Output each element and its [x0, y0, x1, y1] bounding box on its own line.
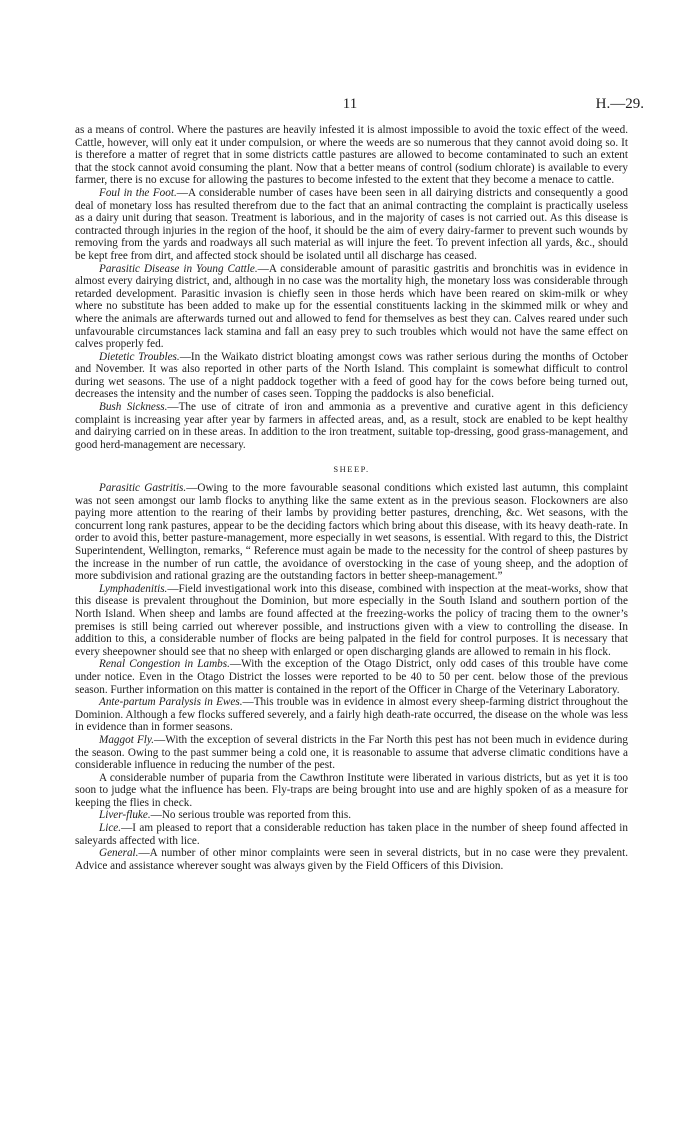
- lice-text: —I am pleased to report that a considerable reduction has taken place in the number of sheep found affected in saleyards affected with lice.: [75, 822, 628, 847]
- renal-congestion-text: —With the exception of the Otago District, only odd cases of this trouble have come under notice. Even in the Otago District the losses were reported to be 40 to 50 per cent. below those of the previous season. Further information on this matter is contained in the report of the Officer in Charge of the Veterinary Laboratory.: [75, 658, 628, 696]
- renal-congestion-paragraph: [75, 658, 628, 696]
- report-body: [75, 124, 628, 872]
- liver-fluke-text: —No serious trouble was reported from this.: [150, 809, 352, 822]
- bush-sickness-heading: Bush Sickness.: [99, 401, 168, 414]
- parasitic-young-cattle-heading: Parasitic Disease in Young Cattle.: [99, 262, 258, 275]
- parasitic-young-cattle-paragraph: [75, 263, 628, 351]
- page-header: [0, 96, 700, 116]
- page-reference: H.—29.: [595, 96, 644, 112]
- sheep-section-heading: SHEEP.: [333, 464, 370, 475]
- puparia-paragraph: A considerable number of puparia from the Cawthron Institute were liberated in various districts, but as yet it is too soon to judge what the influence has been. Fly-traps are being brought into use and are highly spoken of as a measure for keeping the flies in check.: [75, 771, 628, 809]
- general-text: —A number of other minor complaints were seen in several districts, but in no case were they prevalent. Advice and assistance wherever sought was always given by the Field Officers of this Division.: [75, 847, 628, 872]
- dietetic-troubles-text: —In the Waikato district bloating amongst cows was rather serious during the months of October and November. It was also reported in other parts of the North Island. This complaint is somewhat difficult to control during wet seasons. The use of a night paddock together with a feed of good hay for the cows before being turned out, decreases the intensity and the number of cases seen. Topping the paddocks is also beneficial.: [75, 350, 628, 401]
- general-heading: General.: [99, 847, 139, 860]
- bush-sickness-text: —The use of citrate of iron and ammonia as a preventive and curative agent in this deficiency complaint is increasing year after year by farmers in affected areas, and, as a result, stock are enabled to be kept healthy and dairying carried on in these areas. In addition to the iron treatment, suitable top-dressing, good grass-management, and good herd-management are necessary.: [75, 401, 628, 451]
- dietetic-troubles-heading: Dietetic Troubles.: [99, 350, 180, 363]
- parasitic-gastritis-heading: Parasitic Gastritis.: [99, 482, 187, 495]
- maggot-fly-paragraph: [75, 734, 628, 772]
- parasitic-gastritis-text: —Owing to the more favourable seasonal conditions which existed last autumn, this complaint was not seen amongst our lamb flocks to anything like the same extent as in the previous season. Flockowners are also paying more attention to the rearing of their lambs by providing better pastures, drenching, &c. Wet seasons, with the concurrent long rank pastures, appear to be the deciding factors which bring about this disease, with its heavy death-rate. In order to avoid this, better pasture-management, more especially in wet seasons, is essential. With regard to this, the District Superintendent, Wellington, remarks, “ Reference must again be made to the necessity for the control of sheep pastures by the increase in the number of run cattle, the avoidance of overstocking in the case of young sheep, and the adoption of more subdivision and rational grazing are the outstanding factors in better sheep-management.”: [75, 482, 628, 583]
- ante-partum-paralysis-paragraph: [75, 696, 628, 734]
- foul-in-foot-paragraph: [75, 187, 628, 263]
- lice-heading: Lice.: [99, 822, 122, 835]
- general-paragraph: [75, 847, 628, 872]
- cattle-intro-paragraph: as a means of control. Where the pastures are heavily infested it is almost impossible to avoid the toxic effect of the weed. Cattle, however, will only eat it under compulsion, or where the weeds are so numerous that they cannot avoid doing so. It is therefore a matter of regret that in some districts cattle pastures are allowed to become contaminated to such an extent that the stock cannot avoid consuming the plant. Now that a better means of control (sodium chlorate) is available to every farmer, there is no excuse for allowing the pastures to become infested to the extent that they become a menace to cattle.: [75, 124, 628, 187]
- maggot-fly-heading: Maggot Fly.: [99, 733, 155, 746]
- parasitic-young-cattle-text: —A considerable amount of parasitic gastritis and bronchitis was in evidence in almost every dairying district, and, although in no case was the mortality high, the monetary loss was considerable through retarded development. Parasitic invasion is chiefly seen in those herds which have been reared on skim-milk or whey where no substitute has been added to make up for the essential constituents lacking in the skimmed milk or whey and where the animals are afterwards turned out and allowed to fend for themselves as best they can. Calves reared under such unfavourable circumstances lack stamina and fall an easy prey to such troubles which would not have the same effect on calves properly fed.: [75, 262, 628, 351]
- lymphadenitis-heading: Lymphadenitis.: [99, 582, 168, 595]
- page-number: 11: [342, 96, 358, 112]
- lice-paragraph: [75, 822, 628, 847]
- parasitic-gastritis-paragraph: [75, 482, 628, 583]
- ante-partum-paralysis-text: —This trouble was in evidence in almost every sheep-farming district throughout the Dominion. Although a few flocks suffered severely, and a fairly high death-rate occurred, the disease on the whole was less in evidence than in former seasons.: [75, 696, 628, 734]
- liver-fluke-heading: Liver-fluke.: [99, 809, 151, 822]
- foul-in-foot-heading: Foul in the Foot.: [99, 186, 177, 199]
- liver-fluke-paragraph: [75, 809, 628, 822]
- dietetic-troubles-paragraph: [75, 351, 628, 401]
- ante-partum-paralysis-heading: Ante-partum Paralysis in Ewes.: [99, 696, 243, 709]
- renal-congestion-heading: Renal Congestion in Lambs.: [99, 658, 230, 671]
- lymphadenitis-text: —Field investigational work into this disease, combined with inspection at the meat-works, show that this disease is prevalent throughout the Dominion, but more especially in the South Island and southern portion of the North Island. When sheep and lambs are found affected at the freezing-works the policy of tracing them to the owner’s premises is still being carried out wherever possible, and instructions given with a view to controlling the disease. In addition to this, a considerable number of flocks are being palpated in the field for control purposes. It is necessary that every sheepowner should see that no sheep with enlarged or open discharging glands are allowed to remain in his flock.: [75, 582, 628, 658]
- maggot-fly-text: —With the exception of several districts in the Far North this pest has not been much in evidence during the season. Owing to the past summer being a cold one, it is reasonable to assume that adverse climatic conditions have a considerable influence in reducing the number of the pest.: [75, 733, 628, 772]
- lymphadenitis-paragraph: [75, 583, 628, 659]
- bush-sickness-paragraph: [75, 401, 628, 451]
- foul-in-foot-text: —A considerable number of cases have been seen in all dairying districts and consequently a good deal of monetary loss has resulted therefrom due to the fact that an animal contracting the complaint is practically useless as a dairy unit during that season. Treatment is laborious, and in the majority of cases is not carried out. As this disease is contracted through injuries in the region of the hoof, it should be the aim of every dairy-farmer to prevent such wounds by removing from the yards and roadways all such material as will injure the feet. To prevent infection all yards, &c., should be kept free from dirt, and affected stock should be isolated until all discharge has ceased.: [75, 186, 628, 262]
